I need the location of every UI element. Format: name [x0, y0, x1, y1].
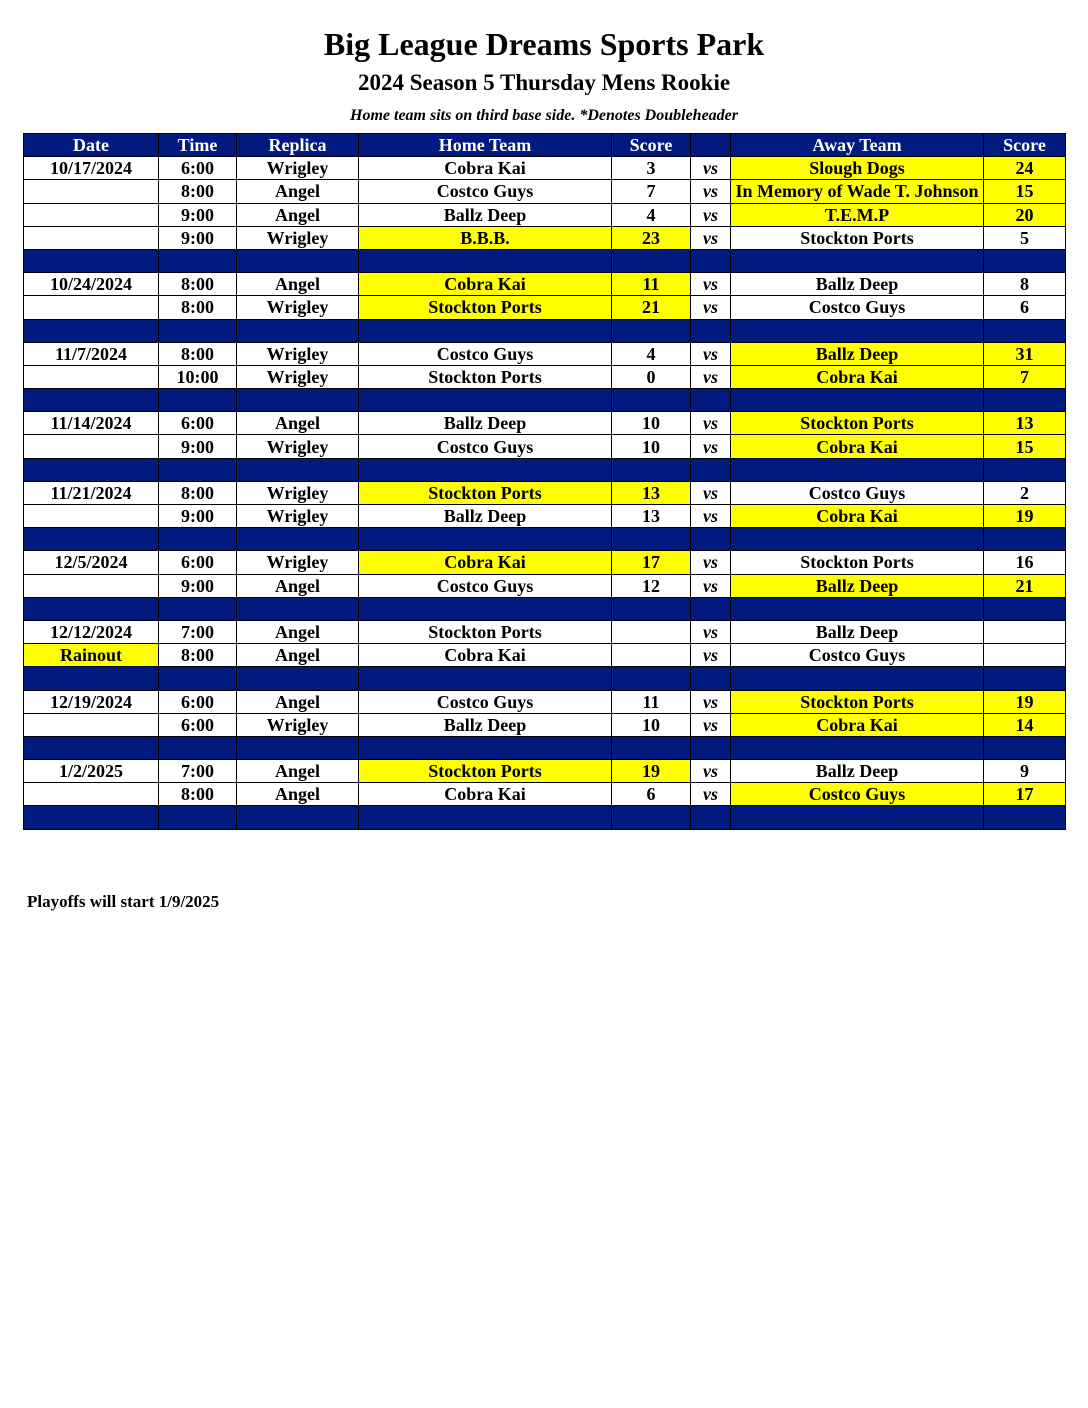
- separator-cell: [984, 806, 1066, 829]
- vs-cell: vs: [691, 713, 731, 736]
- separator-cell: [237, 667, 359, 690]
- week-separator-row: [24, 667, 1066, 690]
- date-cell: [24, 365, 159, 388]
- vs-cell: vs: [691, 296, 731, 319]
- vs-cell: vs: [691, 760, 731, 783]
- replica-cell: Wrigley: [237, 435, 359, 458]
- separator-cell: [691, 597, 731, 620]
- away-score-cell: 21: [984, 574, 1066, 597]
- home-team-cell: Ballz Deep: [359, 505, 612, 528]
- schedule-body: [24, 157, 1066, 829]
- vs-cell: vs: [691, 203, 731, 226]
- time-cell: 9:00: [159, 505, 237, 528]
- time-cell: 7:00: [159, 620, 237, 643]
- home-score-cell: 21: [612, 296, 691, 319]
- home-team-cell: Stockton Ports: [359, 481, 612, 504]
- replica-cell: Wrigley: [237, 713, 359, 736]
- home-team-cell: B.B.B.: [359, 226, 612, 249]
- time-cell: 8:00: [159, 273, 237, 296]
- vs-cell: vs: [691, 365, 731, 388]
- week-separator-row: [24, 528, 1066, 551]
- table-row: [24, 690, 1066, 713]
- vs-cell: vs: [691, 620, 731, 643]
- home-score-cell: 23: [612, 226, 691, 249]
- separator-cell: [24, 389, 159, 412]
- away-score-cell: 17: [984, 783, 1066, 806]
- time-cell: 6:00: [159, 713, 237, 736]
- table-row: [24, 296, 1066, 319]
- separator-cell: [24, 249, 159, 272]
- table-row: [24, 551, 1066, 574]
- away-score-cell: 16: [984, 551, 1066, 574]
- home-score-cell: 13: [612, 505, 691, 528]
- date-cell: 11/21/2024: [24, 481, 159, 504]
- week-separator-row: [24, 389, 1066, 412]
- away-team-cell: Ballz Deep: [731, 574, 984, 597]
- replica-cell: Wrigley: [237, 296, 359, 319]
- date-cell: [24, 505, 159, 528]
- home-score-cell: 3: [612, 157, 691, 180]
- away-score-cell: 5: [984, 226, 1066, 249]
- date-cell: [24, 180, 159, 203]
- away-team-cell: Ballz Deep: [731, 760, 984, 783]
- schedule-note: Home team sits on third base side. *Denotes Doubleheader: [350, 107, 738, 124]
- away-score-cell: 15: [984, 180, 1066, 203]
- away-team-cell: Stockton Ports: [731, 551, 984, 574]
- table-header-row: [24, 134, 1066, 157]
- separator-cell: [731, 667, 984, 690]
- vs-cell: vs: [691, 783, 731, 806]
- separator-cell: [984, 249, 1066, 272]
- separator-cell: [359, 806, 612, 829]
- vs-cell: vs: [691, 574, 731, 597]
- date-cell: [24, 574, 159, 597]
- separator-cell: [984, 458, 1066, 481]
- home-team-cell: Stockton Ports: [359, 620, 612, 643]
- separator-cell: [731, 389, 984, 412]
- home-team-cell: Stockton Ports: [359, 760, 612, 783]
- home-score-cell: 10: [612, 435, 691, 458]
- home-score-cell: 4: [612, 203, 691, 226]
- replica-cell: Wrigley: [237, 157, 359, 180]
- column-header-away-team: Away Team: [731, 134, 984, 157]
- away-team-cell: Cobra Kai: [731, 713, 984, 736]
- separator-cell: [359, 249, 612, 272]
- home-score-cell: 4: [612, 342, 691, 365]
- date-cell: Rainout: [24, 644, 159, 667]
- away-score-cell: 19: [984, 505, 1066, 528]
- separator-cell: [237, 389, 359, 412]
- column-header-away-score: Score: [984, 134, 1066, 157]
- away-team-cell: Ballz Deep: [731, 620, 984, 643]
- replica-cell: Angel: [237, 203, 359, 226]
- separator-cell: [359, 389, 612, 412]
- home-score-cell: 10: [612, 713, 691, 736]
- away-team-cell: Ballz Deep: [731, 273, 984, 296]
- separator-cell: [612, 528, 691, 551]
- replica-cell: Angel: [237, 783, 359, 806]
- separator-cell: [612, 249, 691, 272]
- home-score-cell: 13: [612, 481, 691, 504]
- away-team-cell: Cobra Kai: [731, 365, 984, 388]
- time-cell: 8:00: [159, 644, 237, 667]
- separator-cell: [359, 528, 612, 551]
- vs-cell: vs: [691, 180, 731, 203]
- separator-cell: [237, 458, 359, 481]
- separator-cell: [691, 458, 731, 481]
- table-row: [24, 342, 1066, 365]
- date-cell: 1/2/2025: [24, 760, 159, 783]
- home-team-cell: Stockton Ports: [359, 365, 612, 388]
- vs-cell: vs: [691, 342, 731, 365]
- replica-cell: Wrigley: [237, 342, 359, 365]
- separator-cell: [984, 528, 1066, 551]
- date-cell: [24, 435, 159, 458]
- away-team-cell: Cobra Kai: [731, 505, 984, 528]
- time-cell: 6:00: [159, 157, 237, 180]
- replica-cell: Angel: [237, 690, 359, 713]
- separator-cell: [691, 736, 731, 759]
- separator-cell: [159, 667, 237, 690]
- vs-cell: vs: [691, 157, 731, 180]
- vs-cell: vs: [691, 690, 731, 713]
- vs-cell: vs: [691, 435, 731, 458]
- separator-cell: [731, 249, 984, 272]
- separator-cell: [237, 319, 359, 342]
- away-team-cell: Costco Guys: [731, 296, 984, 319]
- home-team-cell: Ballz Deep: [359, 713, 612, 736]
- date-cell: [24, 783, 159, 806]
- home-team-cell: Cobra Kai: [359, 157, 612, 180]
- separator-cell: [691, 528, 731, 551]
- table-row: [24, 620, 1066, 643]
- column-header-replica: Replica: [237, 134, 359, 157]
- separator-cell: [984, 319, 1066, 342]
- table-row: [24, 644, 1066, 667]
- time-cell: 8:00: [159, 783, 237, 806]
- separator-cell: [612, 736, 691, 759]
- separator-cell: [159, 458, 237, 481]
- away-score-cell: 20: [984, 203, 1066, 226]
- table-row: [24, 365, 1066, 388]
- vs-cell: vs: [691, 481, 731, 504]
- time-cell: 7:00: [159, 760, 237, 783]
- separator-cell: [237, 806, 359, 829]
- separator-cell: [359, 597, 612, 620]
- home-score-cell: [612, 620, 691, 643]
- home-team-cell: Costco Guys: [359, 574, 612, 597]
- away-team-cell: T.E.M.P: [731, 203, 984, 226]
- replica-cell: Angel: [237, 644, 359, 667]
- week-separator-row: [24, 458, 1066, 481]
- away-team-cell: Cobra Kai: [731, 435, 984, 458]
- table-row: [24, 783, 1066, 806]
- away-score-cell: 19: [984, 690, 1066, 713]
- separator-cell: [24, 597, 159, 620]
- separator-cell: [237, 249, 359, 272]
- home-team-cell: Costco Guys: [359, 690, 612, 713]
- separator-cell: [691, 249, 731, 272]
- away-score-cell: 31: [984, 342, 1066, 365]
- home-team-cell: Cobra Kai: [359, 551, 612, 574]
- home-score-cell: [612, 644, 691, 667]
- away-team-cell: Costco Guys: [731, 644, 984, 667]
- table-row: [24, 505, 1066, 528]
- separator-cell: [984, 389, 1066, 412]
- date-cell: 10/24/2024: [24, 273, 159, 296]
- separator-cell: [159, 736, 237, 759]
- vs-cell: vs: [691, 273, 731, 296]
- separator-cell: [691, 319, 731, 342]
- replica-cell: Angel: [237, 273, 359, 296]
- home-score-cell: 11: [612, 690, 691, 713]
- table-row: [24, 180, 1066, 203]
- column-header-vs: [691, 134, 731, 157]
- column-header-home-team: Home Team: [359, 134, 612, 157]
- away-team-cell: Ballz Deep: [731, 342, 984, 365]
- time-cell: 9:00: [159, 226, 237, 249]
- separator-cell: [984, 597, 1066, 620]
- home-score-cell: 17: [612, 551, 691, 574]
- time-cell: 9:00: [159, 574, 237, 597]
- separator-cell: [612, 458, 691, 481]
- table-row: [24, 157, 1066, 180]
- away-team-cell: In Memory of Wade T. Johnson: [731, 180, 984, 203]
- away-team-cell: Stockton Ports: [731, 690, 984, 713]
- week-separator-row: [24, 249, 1066, 272]
- separator-cell: [731, 528, 984, 551]
- separator-cell: [984, 667, 1066, 690]
- separator-cell: [237, 736, 359, 759]
- home-score-cell: 12: [612, 574, 691, 597]
- date-cell: 12/5/2024: [24, 551, 159, 574]
- replica-cell: Angel: [237, 412, 359, 435]
- home-score-cell: 19: [612, 760, 691, 783]
- table-row: [24, 481, 1066, 504]
- away-score-cell: 24: [984, 157, 1066, 180]
- separator-cell: [612, 806, 691, 829]
- home-team-cell: Costco Guys: [359, 342, 612, 365]
- table-row: [24, 574, 1066, 597]
- column-header-time: Time: [159, 134, 237, 157]
- away-team-cell: Costco Guys: [731, 481, 984, 504]
- table-row: [24, 435, 1066, 458]
- week-separator-row: [24, 736, 1066, 759]
- away-team-cell: Stockton Ports: [731, 226, 984, 249]
- home-team-cell: Cobra Kai: [359, 783, 612, 806]
- date-cell: [24, 296, 159, 319]
- replica-cell: Wrigley: [237, 226, 359, 249]
- away-team-cell: Slough Dogs: [731, 157, 984, 180]
- home-score-cell: 0: [612, 365, 691, 388]
- away-score-cell: 8: [984, 273, 1066, 296]
- week-separator-row: [24, 319, 1066, 342]
- home-team-cell: Ballz Deep: [359, 412, 612, 435]
- vs-cell: vs: [691, 551, 731, 574]
- separator-cell: [612, 597, 691, 620]
- away-team-cell: Stockton Ports: [731, 412, 984, 435]
- playoffs-note: Playoffs will start 1/9/2025: [27, 892, 220, 911]
- date-cell: [24, 203, 159, 226]
- separator-cell: [731, 597, 984, 620]
- separator-cell: [24, 806, 159, 829]
- replica-cell: Wrigley: [237, 505, 359, 528]
- separator-cell: [159, 319, 237, 342]
- separator-cell: [612, 319, 691, 342]
- separator-cell: [359, 458, 612, 481]
- time-cell: 8:00: [159, 481, 237, 504]
- vs-cell: vs: [691, 644, 731, 667]
- separator-cell: [237, 597, 359, 620]
- time-cell: 8:00: [159, 180, 237, 203]
- replica-cell: Wrigley: [237, 481, 359, 504]
- week-separator-row: [24, 597, 1066, 620]
- away-score-cell: 14: [984, 713, 1066, 736]
- column-header-date: Date: [24, 134, 159, 157]
- separator-cell: [612, 667, 691, 690]
- separator-cell: [731, 806, 984, 829]
- home-score-cell: 6: [612, 783, 691, 806]
- table-row: [24, 760, 1066, 783]
- vs-cell: vs: [691, 226, 731, 249]
- separator-cell: [691, 667, 731, 690]
- separator-cell: [159, 389, 237, 412]
- separator-cell: [159, 597, 237, 620]
- away-score-cell: 13: [984, 412, 1066, 435]
- home-team-cell: Stockton Ports: [359, 296, 612, 319]
- separator-cell: [984, 736, 1066, 759]
- time-cell: 6:00: [159, 690, 237, 713]
- time-cell: 8:00: [159, 296, 237, 319]
- table-row: [24, 412, 1066, 435]
- table-row: [24, 226, 1066, 249]
- separator-cell: [612, 389, 691, 412]
- date-cell: 10/17/2024: [24, 157, 159, 180]
- home-score-cell: 11: [612, 273, 691, 296]
- time-cell: 6:00: [159, 412, 237, 435]
- date-cell: [24, 713, 159, 736]
- home-score-cell: 7: [612, 180, 691, 203]
- date-cell: 12/19/2024: [24, 690, 159, 713]
- separator-cell: [237, 528, 359, 551]
- replica-cell: Angel: [237, 620, 359, 643]
- time-cell: 6:00: [159, 551, 237, 574]
- replica-cell: Angel: [237, 574, 359, 597]
- table-row: [24, 273, 1066, 296]
- week-separator-row: [24, 806, 1066, 829]
- replica-cell: Wrigley: [237, 365, 359, 388]
- separator-cell: [731, 319, 984, 342]
- date-cell: 11/14/2024: [24, 412, 159, 435]
- table-row: [24, 713, 1066, 736]
- separator-cell: [159, 528, 237, 551]
- column-header-home-score: Score: [612, 134, 691, 157]
- separator-cell: [159, 806, 237, 829]
- separator-cell: [731, 736, 984, 759]
- away-score-cell: 15: [984, 435, 1066, 458]
- time-cell: 10:00: [159, 365, 237, 388]
- replica-cell: Angel: [237, 760, 359, 783]
- away-score-cell: 7: [984, 365, 1066, 388]
- date-cell: 11/7/2024: [24, 342, 159, 365]
- away-team-cell: Costco Guys: [731, 783, 984, 806]
- date-cell: [24, 226, 159, 249]
- away-score-cell: [984, 620, 1066, 643]
- home-team-cell: Cobra Kai: [359, 273, 612, 296]
- home-team-cell: Cobra Kai: [359, 644, 612, 667]
- replica-cell: Angel: [237, 180, 359, 203]
- page-title: Big League Dreams Sports Park: [323, 26, 765, 62]
- away-score-cell: 6: [984, 296, 1066, 319]
- time-cell: 9:00: [159, 203, 237, 226]
- separator-cell: [24, 667, 159, 690]
- vs-cell: vs: [691, 505, 731, 528]
- home-team-cell: Costco Guys: [359, 180, 612, 203]
- vs-cell: vs: [691, 412, 731, 435]
- separator-cell: [159, 249, 237, 272]
- separator-cell: [24, 319, 159, 342]
- separator-cell: [24, 736, 159, 759]
- separator-cell: [731, 458, 984, 481]
- away-score-cell: 9: [984, 760, 1066, 783]
- away-score-cell: 2: [984, 481, 1066, 504]
- table-row: [24, 203, 1066, 226]
- home-score-cell: 10: [612, 412, 691, 435]
- separator-cell: [691, 806, 731, 829]
- home-team-cell: Ballz Deep: [359, 203, 612, 226]
- home-team-cell: Costco Guys: [359, 435, 612, 458]
- time-cell: 9:00: [159, 435, 237, 458]
- separator-cell: [24, 528, 159, 551]
- separator-cell: [24, 458, 159, 481]
- replica-cell: Wrigley: [237, 551, 359, 574]
- separator-cell: [359, 667, 612, 690]
- schedule-table: [23, 133, 1066, 830]
- away-score-cell: [984, 644, 1066, 667]
- separator-cell: [691, 389, 731, 412]
- date-cell: 12/12/2024: [24, 620, 159, 643]
- season-subtitle: 2024 Season 5 Thursday Mens Rookie: [357, 70, 731, 95]
- separator-cell: [359, 736, 612, 759]
- separator-cell: [359, 319, 612, 342]
- time-cell: 8:00: [159, 342, 237, 365]
